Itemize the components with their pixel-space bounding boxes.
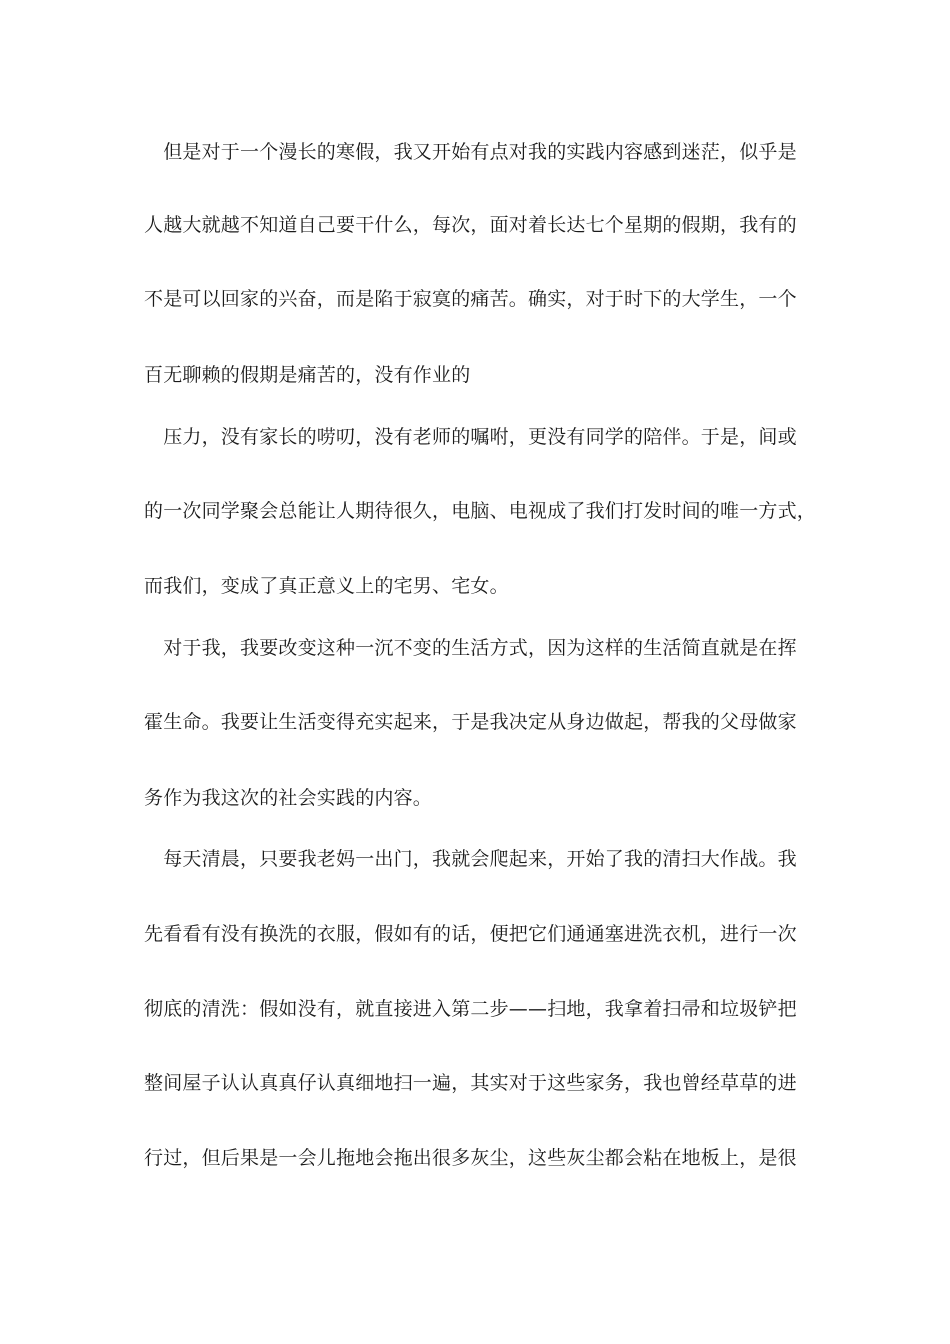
text-line: 百无聊赖的假期是痛苦的，没有作业的: [144, 364, 471, 386]
text-line: 不是可以回家的兴奋，而是陷于寂寞的痛苦。确实，对于时下的大学生，一个: [144, 288, 797, 310]
text-line: 的一次同学聚会总能让人期待很久，电脑、电视成了我们打发时间的唯一方式，: [144, 500, 817, 522]
text-line: 霍生命。我要让生活变得充实起来，于是我决定从身边做起，帮我的父母做家: [144, 711, 797, 733]
text-line: 压力，没有家长的唠叨，没有老师的嘱咐，更没有同学的陪伴。于是，间或: [144, 426, 797, 448]
text-line: 彻底的清洗：假如没有，就直接进入第二步——扫地，我拿着扫帚和垃圾铲把: [144, 998, 797, 1020]
text-line: 对于我，我要改变这种一沉不变的生活方式，因为这样的生活简直就是在挥: [144, 637, 797, 659]
text-line: 行过，但后果是一会儿拖地会拖出很多灰尘，这些灰尘都会粘在地板上，是很: [144, 1147, 797, 1169]
text-line: 整间屋子认认真真仔认真细地扫一遍，其实对于这些家务，我也曾经草草的进: [144, 1072, 797, 1094]
text-line: 先看看有没有换洗的衣服，假如有的话，便把它们通通塞进洗衣机，进行一次: [144, 923, 797, 945]
text-line: 但是对于一个漫长的寒假，我又开始有点对我的实践内容感到迷茫，似乎是: [144, 141, 797, 163]
text-line: 每天清晨，只要我老妈一出门，我就会爬起来，开始了我的清扫大作战。我: [144, 848, 797, 870]
text-line: 人越大就越不知道自己要干什么，每次，面对着长达七个星期的假期，我有的: [144, 214, 797, 236]
text-line: 而我们，变成了真正意义上的宅男、宅女。: [144, 575, 509, 597]
text-line: 务作为我这次的社会实践的内容。: [144, 787, 433, 809]
